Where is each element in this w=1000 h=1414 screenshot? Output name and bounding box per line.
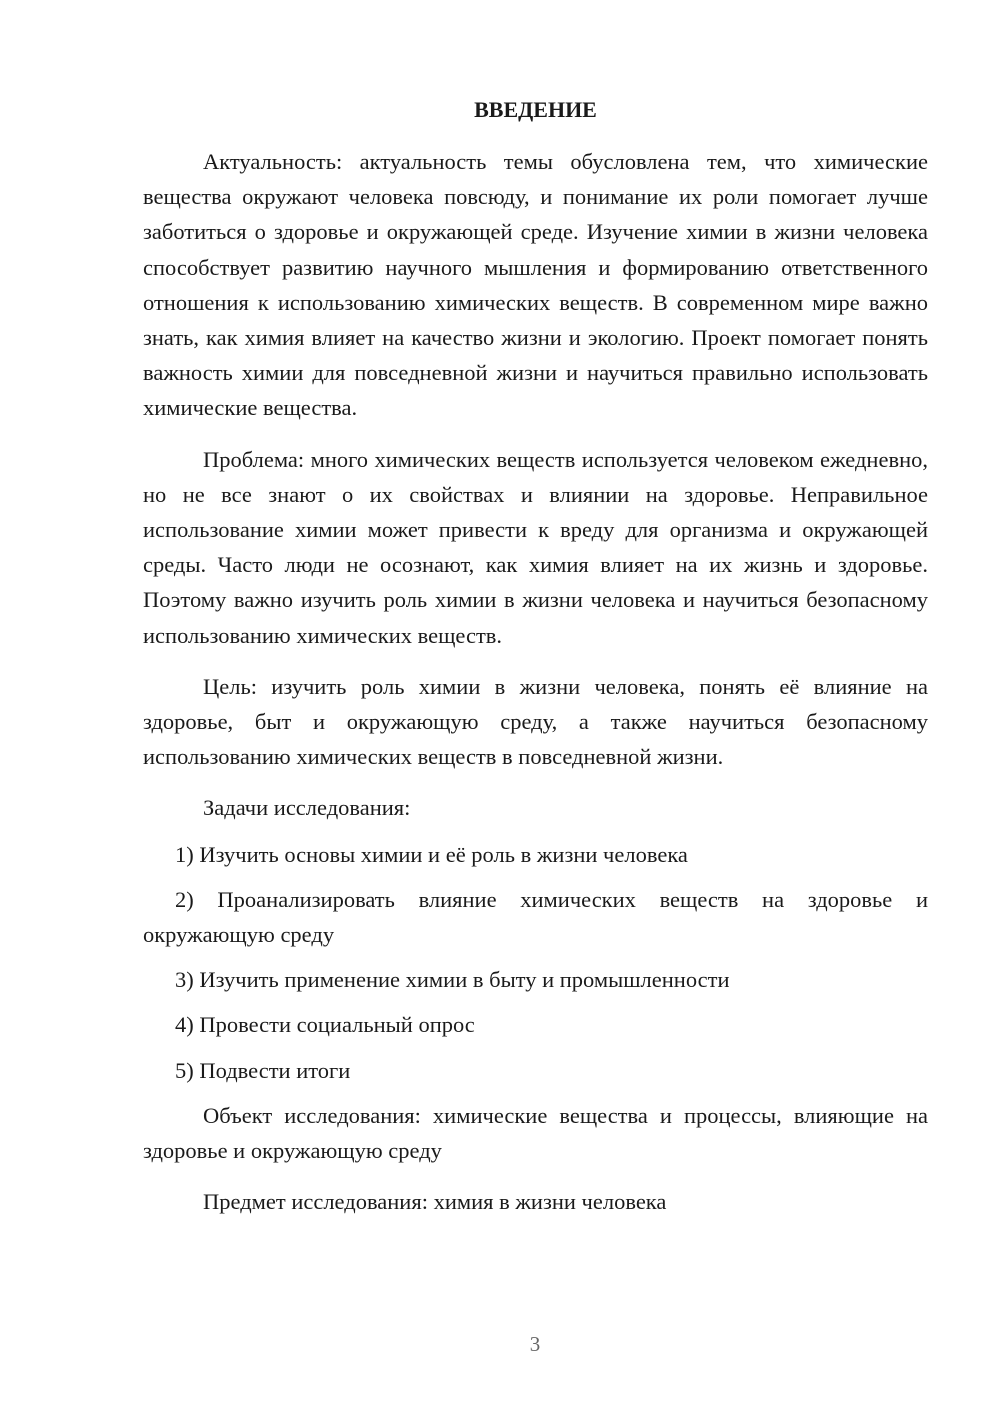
task-item: 4) Провести социальный опрос: [175, 1012, 475, 1038]
subject-paragraph: Предмет исследования: химия в жизни человека: [203, 1189, 667, 1215]
goal-paragraph: Цель: изучить роль химии в жизни человека, понять её влияние на здоровье, быт и окружающую среду, а также научиться безопасному использованию химических веществ в повседневной жизни.: [143, 673, 928, 770]
relevance-paragraph: Актуальность: актуальность темы обусловлена тем, что химические вещества окружают человека повсюду, и понимание их роли помогает лучше заботиться о здоровье и окружающей среде. Изучение химии в жизни человека способствует развитию научного мышления и формированию ответственного отношения к использованию химических веществ. В современном мире важно знать, как химия влияет на качество жизни и экологию. Проект помогает понять важность химии для повседневной жизни и научиться правильно использовать химические вещества.: [143, 149, 928, 421]
task-item: 1) Изучить основы химии и её роль в жизни человека: [175, 841, 688, 867]
tasks-heading: Задачи исследования:: [203, 795, 411, 821]
section-title: ВВЕДЕНИЕ: [474, 97, 597, 122]
task-item: 5) Подвести итоги: [175, 1057, 351, 1083]
task-item: 3) Изучить применение химии в быту и промышленности: [175, 967, 730, 993]
object-paragraph: Объект исследования: химические вещества и процессы, влияющие на здоровье и окружающую среду: [143, 1102, 928, 1164]
task-item: 2) Проанализировать влияние химических веществ на здоровье и окружающую среду: [143, 886, 928, 948]
page-content: [143, 95, 928, 1235]
problem-paragraph: Проблема: много химических веществ используется человеком ежедневно, но не все знают о их свойствах и влиянии на здоровье. Неправильное использование химии может привести к вреду для организма и окружающей среды. Часто люди не осознают, как химия влияет на их жизнь и здоровье. Поэтому важно изучить роль химии в жизни человека и научиться безопасному использованию химических веществ.: [143, 446, 928, 648]
page-number: 3: [529, 1332, 541, 1356]
